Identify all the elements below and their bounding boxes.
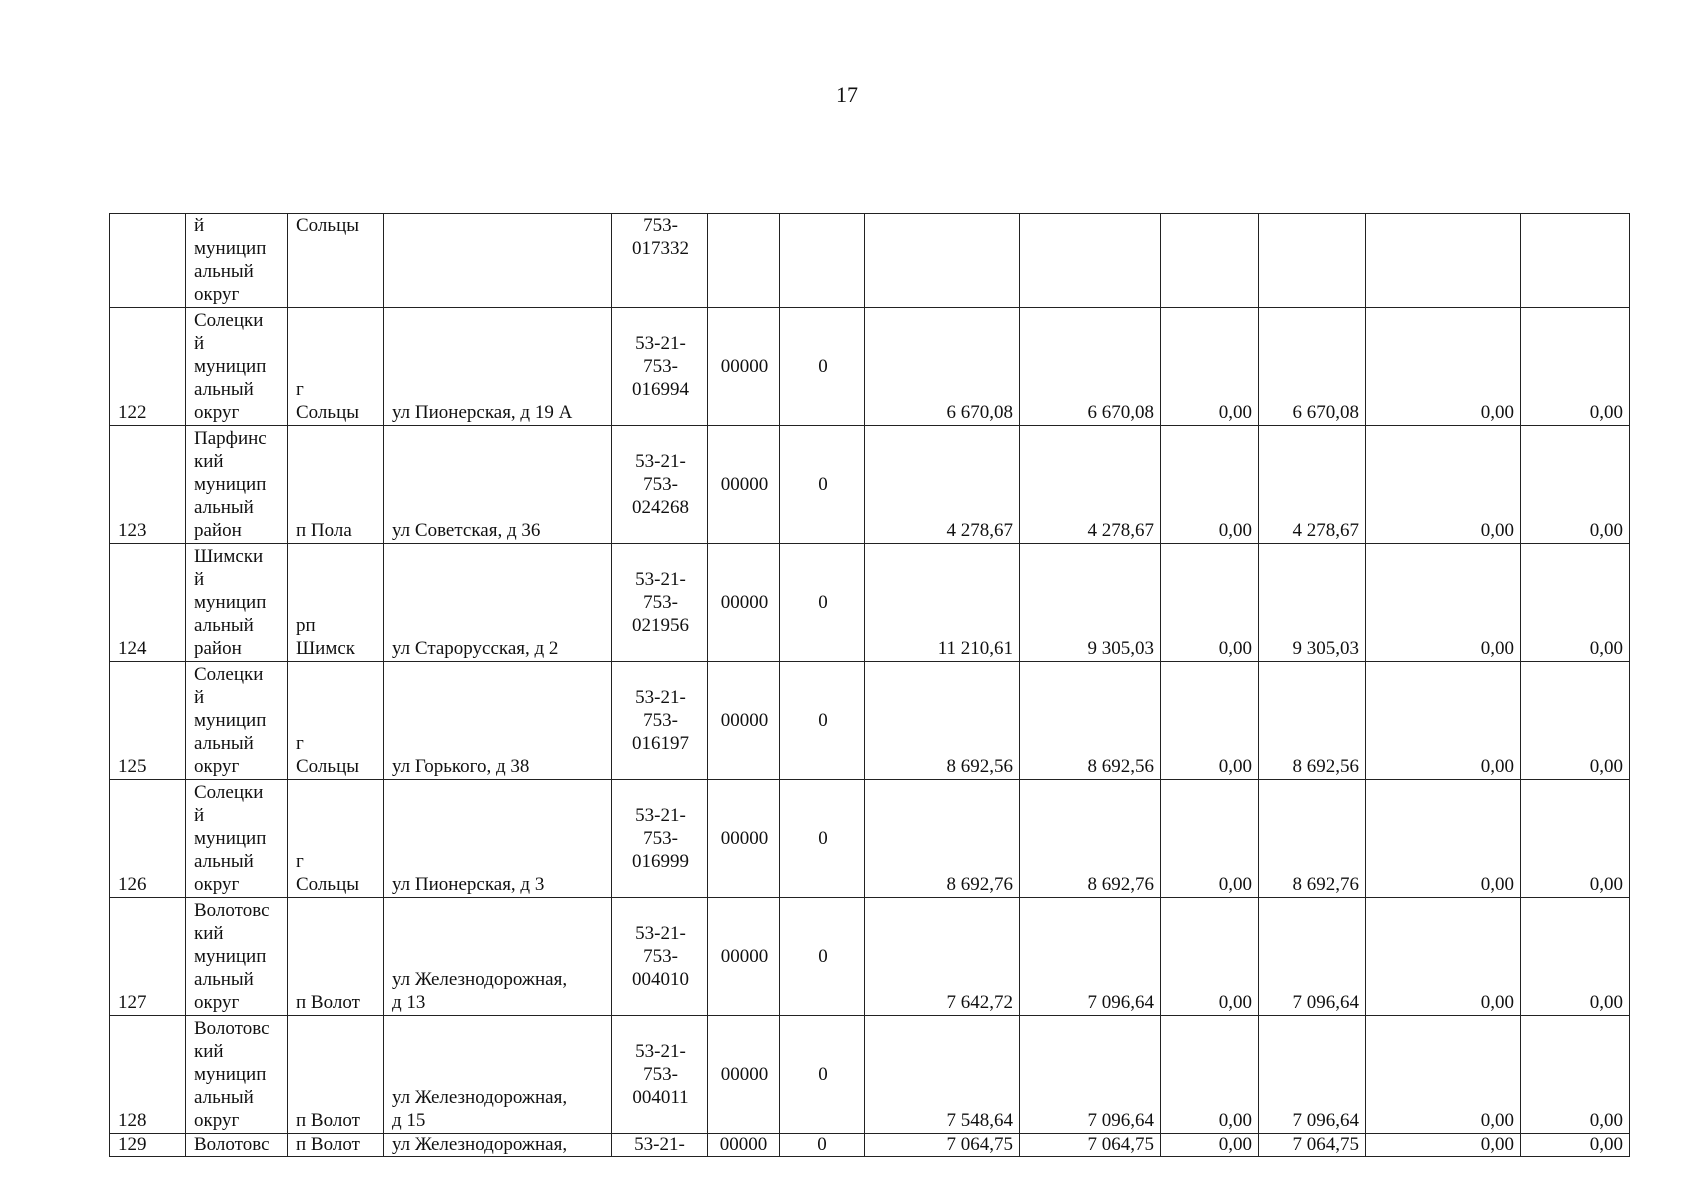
registry-code-cell: 53-21- 753- 004010 — [612, 898, 708, 1016]
value-cell: 7 064,75 — [1259, 1134, 1366, 1157]
value-cell: 4 278,67 — [1020, 426, 1161, 544]
value-cell: 4 278,67 — [1259, 426, 1366, 544]
row-number: 124 — [110, 544, 186, 662]
value-cell: 6 670,08 — [1259, 308, 1366, 426]
code-zeros-cell: 00000 — [708, 308, 780, 426]
address-cell: ул Железнодорожная, д 15 — [384, 1016, 612, 1134]
value-cell: 0,00 — [1161, 780, 1259, 898]
row-number: 122 — [110, 308, 186, 426]
value-cell: 4 278,67 — [865, 426, 1020, 544]
address-cell: ул Пионерская, д 3 — [384, 780, 612, 898]
value-cell: 0,00 — [1366, 426, 1521, 544]
value-cell — [1366, 214, 1521, 308]
locality-cell: Сольцы — [288, 214, 384, 308]
value-cell: 0,00 — [1161, 662, 1259, 780]
value-cell: 7 096,64 — [1020, 1016, 1161, 1134]
row-number: 127 — [110, 898, 186, 1016]
registry-code-cell: 53-21- 753- 016994 — [612, 308, 708, 426]
locality-cell: п Волот — [288, 1134, 384, 1157]
registry-code-cell: 753- 017332 — [612, 214, 708, 308]
value-cell: 8 692,56 — [1259, 662, 1366, 780]
municipality-cell: Парфинс кий муницип альный район — [186, 426, 288, 544]
flag-cell: 0 — [780, 308, 865, 426]
table-row — [110, 1134, 1630, 1157]
value-cell — [1020, 214, 1161, 308]
value-cell: 7 548,64 — [865, 1016, 1020, 1134]
code-zeros-cell: 00000 — [708, 662, 780, 780]
locality-cell: г Сольцы — [288, 662, 384, 780]
row-number: 123 — [110, 426, 186, 544]
address-cell: ул Горького, д 38 — [384, 662, 612, 780]
value-cell: 0,00 — [1366, 1134, 1521, 1157]
value-cell: 0,00 — [1521, 308, 1630, 426]
address-cell: ул Старорусская, д 2 — [384, 544, 612, 662]
value-cell: 0,00 — [1161, 308, 1259, 426]
flag-cell: 0 — [780, 898, 865, 1016]
table-row — [110, 426, 1630, 544]
value-cell: 0,00 — [1366, 780, 1521, 898]
value-cell — [1259, 214, 1366, 308]
row-number — [110, 214, 186, 308]
value-cell: 0,00 — [1366, 308, 1521, 426]
flag-cell: 0 — [780, 1134, 865, 1157]
flag-cell: 0 — [780, 662, 865, 780]
value-cell: 9 305,03 — [1259, 544, 1366, 662]
value-cell: 7 064,75 — [865, 1134, 1020, 1157]
value-cell: 0,00 — [1366, 1016, 1521, 1134]
flag-cell: 0 — [780, 780, 865, 898]
table-row — [110, 544, 1630, 662]
registry-code-cell: 53-21- — [612, 1134, 708, 1157]
value-cell: 0,00 — [1161, 544, 1259, 662]
address-cell: ул Пионерская, д 19 А — [384, 308, 612, 426]
table-row — [110, 662, 1630, 780]
value-cell: 0,00 — [1521, 1134, 1630, 1157]
locality-cell: г Сольцы — [288, 308, 384, 426]
table-row — [110, 780, 1630, 898]
registry-code-cell: 53-21- 753- 004011 — [612, 1016, 708, 1134]
value-cell: 0,00 — [1521, 662, 1630, 780]
value-cell: 9 305,03 — [1020, 544, 1161, 662]
value-cell: 0,00 — [1366, 544, 1521, 662]
value-cell: 6 670,08 — [865, 308, 1020, 426]
registry-code-cell: 53-21- 753- 024268 — [612, 426, 708, 544]
value-cell: 7 096,64 — [1259, 898, 1366, 1016]
registry-code-cell: 53-21- 753- 016197 — [612, 662, 708, 780]
locality-cell: рп Шимск — [288, 544, 384, 662]
table-row — [110, 308, 1630, 426]
flag-cell: 0 — [780, 544, 865, 662]
value-cell: 0,00 — [1161, 1134, 1259, 1157]
address-cell: ул Железнодорожная, — [384, 1134, 612, 1157]
municipality-cell: й муницип альный округ — [186, 214, 288, 308]
address-cell: ул Советская, д 36 — [384, 426, 612, 544]
value-cell: 7 064,75 — [1020, 1134, 1161, 1157]
value-cell: 0,00 — [1521, 544, 1630, 662]
code-zeros-cell: 00000 — [708, 1134, 780, 1157]
flag-cell — [780, 214, 865, 308]
municipality-cell: Волотовс кий муницип альный округ — [186, 1016, 288, 1134]
municipality-cell: Шимски й муницип альный район — [186, 544, 288, 662]
value-cell: 0,00 — [1366, 662, 1521, 780]
row-number: 126 — [110, 780, 186, 898]
municipality-cell: Солецки й муницип альный округ — [186, 308, 288, 426]
row-number: 125 — [110, 662, 186, 780]
value-cell: 11 210,61 — [865, 544, 1020, 662]
flag-cell: 0 — [780, 426, 865, 544]
flag-cell: 0 — [780, 1016, 865, 1134]
locality-cell: г Сольцы — [288, 780, 384, 898]
table-row — [110, 1016, 1630, 1134]
page-number: 17 — [836, 82, 858, 107]
locality-cell: п Волот — [288, 898, 384, 1016]
value-cell: 7 096,64 — [1020, 898, 1161, 1016]
code-zeros-cell — [708, 214, 780, 308]
code-zeros-cell: 00000 — [708, 898, 780, 1016]
value-cell: 0,00 — [1521, 1016, 1630, 1134]
table-row — [110, 214, 1630, 308]
locality-cell: п Пола — [288, 426, 384, 544]
value-cell: 0,00 — [1161, 426, 1259, 544]
value-cell: 0,00 — [1366, 898, 1521, 1016]
value-cell — [865, 214, 1020, 308]
value-cell: 0,00 — [1161, 1016, 1259, 1134]
municipality-cell: Волотовс — [186, 1134, 288, 1157]
registry-table — [109, 213, 1630, 1157]
value-cell: 0,00 — [1521, 426, 1630, 544]
value-cell: 0,00 — [1521, 898, 1630, 1016]
municipality-cell: Солецки й муницип альный округ — [186, 662, 288, 780]
municipality-cell: Солецки й муницип альный округ — [186, 780, 288, 898]
value-cell: 8 692,56 — [1020, 662, 1161, 780]
row-number: 129 — [110, 1134, 186, 1157]
registry-code-cell: 53-21- 753- 016999 — [612, 780, 708, 898]
value-cell — [1521, 214, 1630, 308]
code-zeros-cell: 00000 — [708, 1016, 780, 1134]
table-row — [110, 898, 1630, 1016]
code-zeros-cell: 00000 — [708, 780, 780, 898]
value-cell: 7 642,72 — [865, 898, 1020, 1016]
municipality-cell: Волотовс кий муницип альный округ — [186, 898, 288, 1016]
locality-cell: п Волот — [288, 1016, 384, 1134]
address-cell — [384, 214, 612, 308]
value-cell: 8 692,76 — [1020, 780, 1161, 898]
address-cell: ул Железнодорожная, д 13 — [384, 898, 612, 1016]
value-cell: 8 692,56 — [865, 662, 1020, 780]
code-zeros-cell: 00000 — [708, 426, 780, 544]
value-cell: 7 096,64 — [1259, 1016, 1366, 1134]
value-cell: 8 692,76 — [1259, 780, 1366, 898]
registry-code-cell: 53-21- 753- 021956 — [612, 544, 708, 662]
value-cell: 8 692,76 — [865, 780, 1020, 898]
value-cell: 6 670,08 — [1020, 308, 1161, 426]
row-number: 128 — [110, 1016, 186, 1134]
value-cell — [1161, 214, 1259, 308]
code-zeros-cell: 00000 — [708, 544, 780, 662]
value-cell: 0,00 — [1521, 780, 1630, 898]
value-cell: 0,00 — [1161, 898, 1259, 1016]
